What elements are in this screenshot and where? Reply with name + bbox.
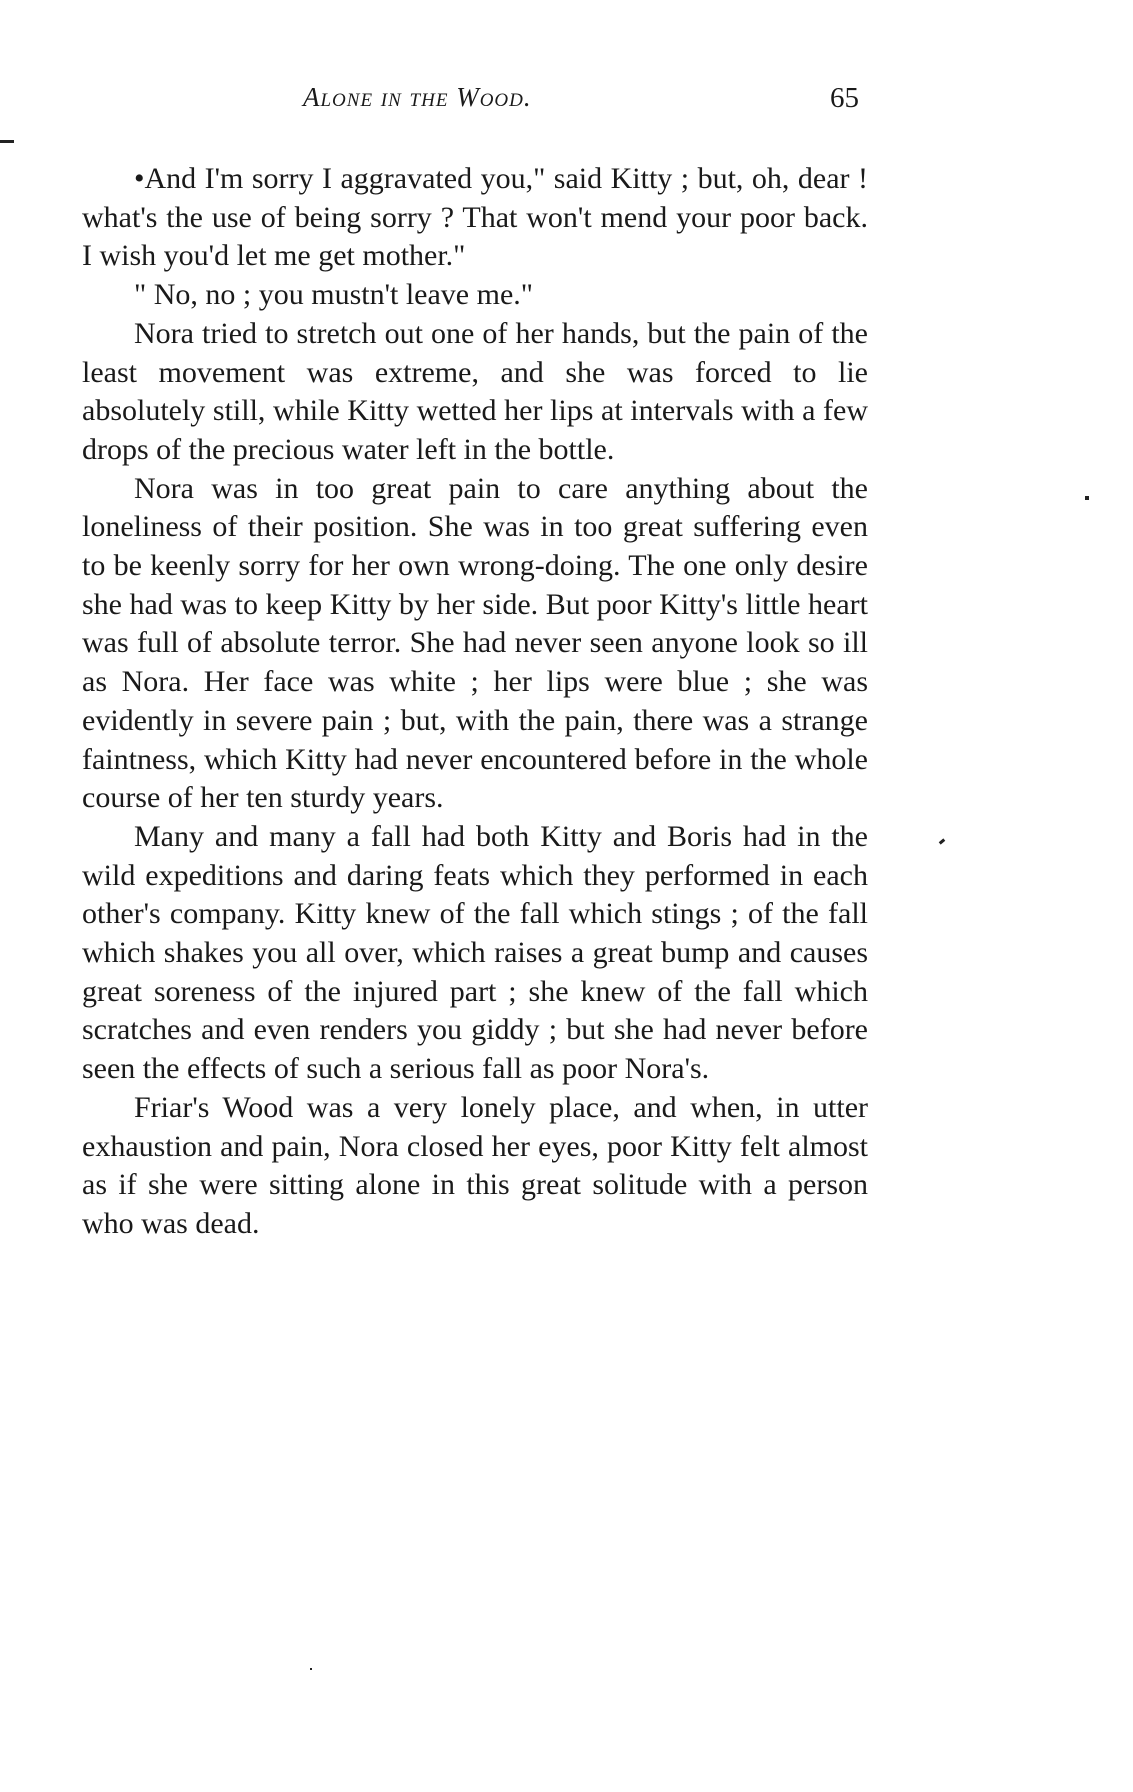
scan-mark-right-dot [1085,496,1089,500]
paragraph-4: Nora was in too great pain to care anything about the loneliness of their position. She was in too great suffering even to be keenly sorry for her own wrong-doing. The one only desire she had was to keep Kitty by her side. But poor Kitty's little heart was full of absolute terror. She had never seen anyone look so ill as Nora. Her face was white ; her lips were blue ; she was evidently in severe pain ; but, with the pain, there was a strange faintness, which Kitty had never encountered before in the whole course of her ten sturdy years. [82,471,868,815]
scan-mark-tick [939,838,946,844]
paragraph-3: Nora tried to stretch out one of her hands, but the pain of the least movement was extreme, and she was forced to lie absolutely still, while Kitty wetted her lips at intervals with a few drops of the precious water left in the bottle. [82,316,868,466]
paragraph-5: Many and many a fall had both Kitty and Boris had in the wild expeditions and daring feats which they performed in each other's company. Kitty knew of the fall which stings ; of the fall which shakes you all over, which raises a great bump and causes great soreness of the injured part ; she knew of the fall which scratches and even renders you giddy ; but she had never before seen the effects of such a serious fall as poor Nora's. [82,819,868,1086]
scan-mark-bottom-dot [310,1668,312,1670]
paragraph-6: Friar's Wood was a very lonely place, and when, in utter exhaustion and pain, Nora closed her eyes, poor Kitty felt almost as if she were sitting alone in this great solitude with a person who was dead. [82,1090,868,1240]
paragraph-2: " No, no ; you mustn't leave me." [134,278,534,312]
paragraph-1: •And I'm sorry I aggravated you," said Kitty ; but, oh, dear ! what's the use of being sorry ? That won't mend your poor back. I wish you'd let me get mother." [82,162,868,273]
body-text [82,160,868,1244]
running-title: Alone in the Wood. [303,82,532,112]
scan-mark-left [0,140,14,143]
page-number: 65 [830,82,859,114]
running-head [0,82,1133,122]
